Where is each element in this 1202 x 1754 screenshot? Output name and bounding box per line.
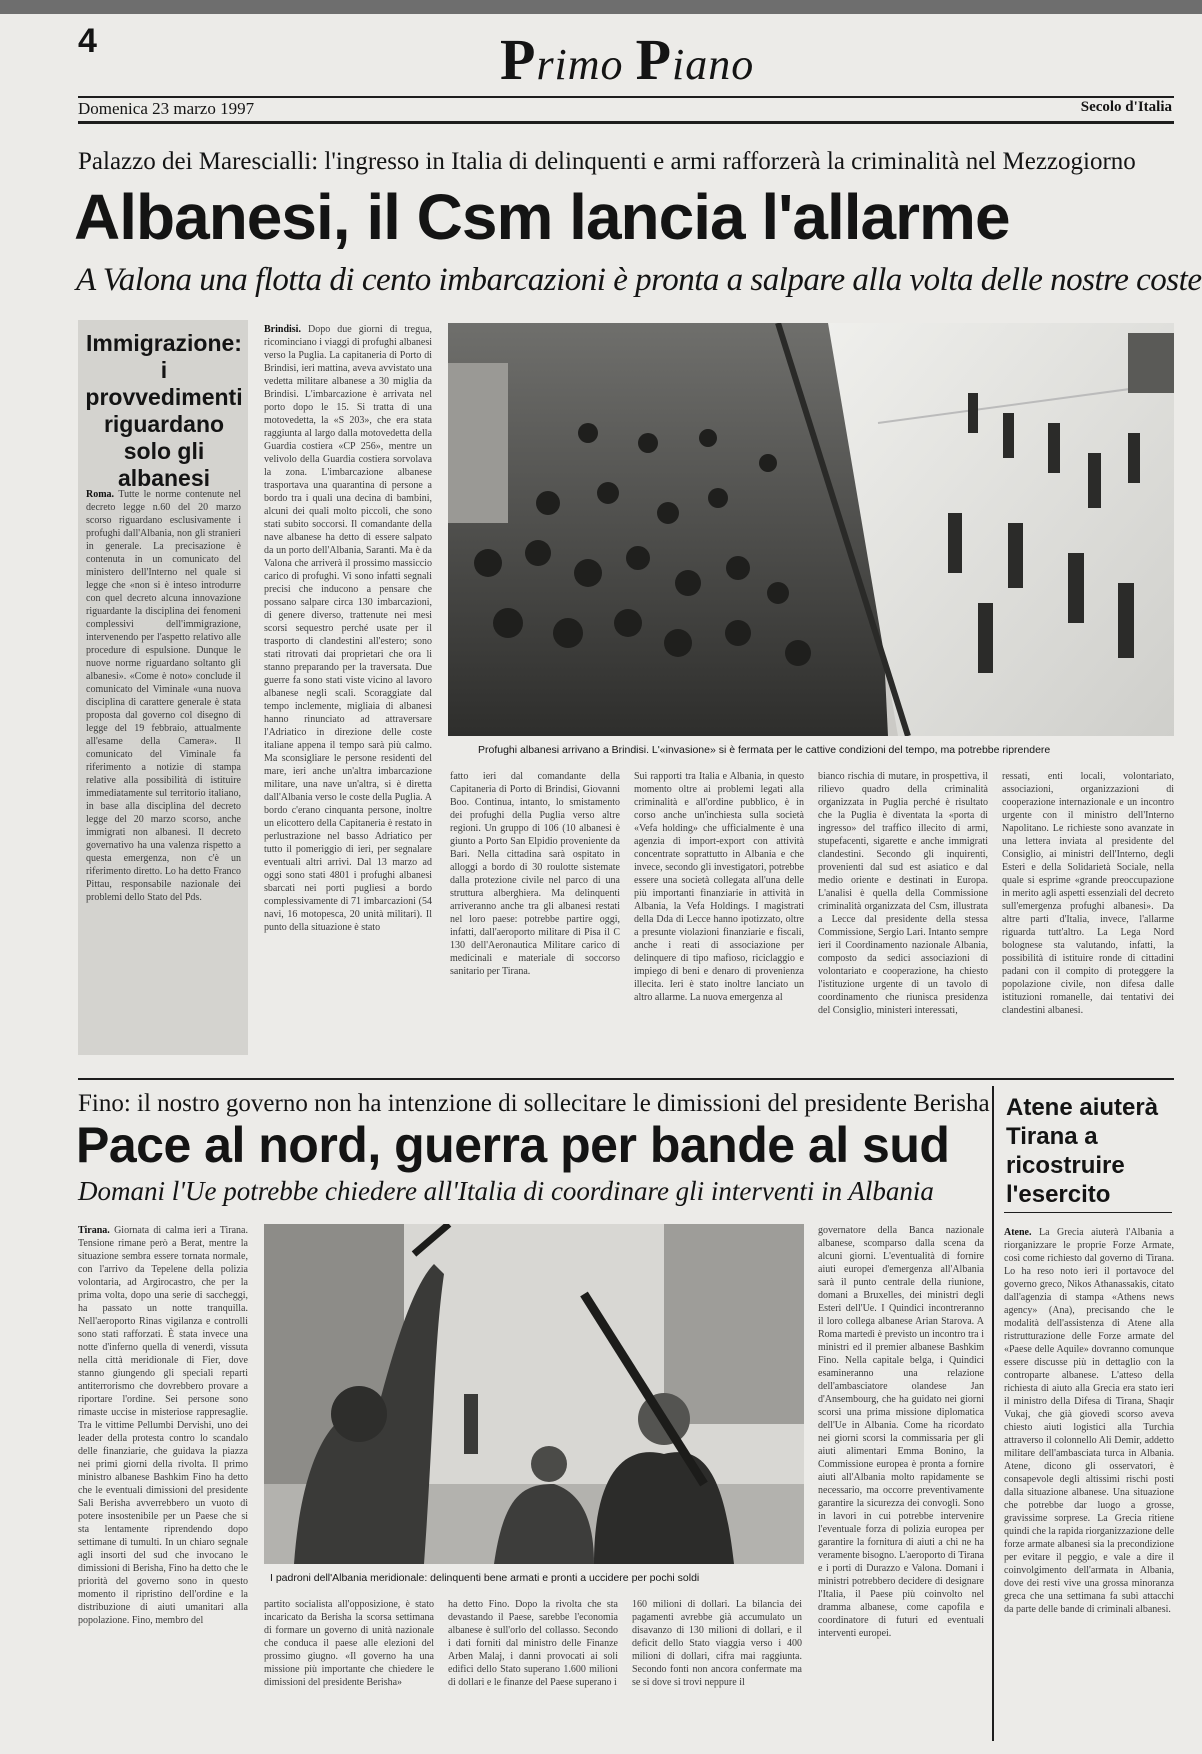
- story-separator: [78, 1078, 1174, 1080]
- athens-body: La Grecia aiuterà l'Albania a riorganizzare le proprie Forze Armate, così come richiesto dal governo di Tirana. Lo ha reso noto ieri il portavoce del governo greco, Nikos Athanassakis, citato dall'agenzia di stampa «Athens news agency» (Ana), precisando che le modalità dell'assistenza di Atene alla ristrutturazione delle Forze armate del «Paese delle Aquile» dovranno comunque essere discusse più in dettaglio con la controparte albanese. L'atteso della richiesta di aiuto alla Grecia era stato ieri il ministro della Difesa di Tirana, Shaqir Vukaj, che già giovedì scorso aveva chiesto aiuti logistici alla Turchia attraverso il colonnello Ali Demir, addetto militare dell'ambasciata turca in Albania. Atene, dicono gli osservatori, è consapevole degli altissimi rischi posti dalla situazione albanese. Una situazione che potrebbe dar luogo a grosse, gravissime sorprese. La Grecia ritiene quindi che la rapida riorganizzazione delle forze armate albanesi sia la precondizione per evitare il peggio, e vale a dire il coinvolgimento dell'armata in Albania, dove dei resti vive una grossa minoranza greca che una settimana fa subì attacchi da parte delle bande di criminali albanesi.: [1004, 1227, 1174, 1615]
- masthead-rule-bottom: [78, 121, 1174, 124]
- second-text-column-4: 160 milioni di dollari. La bilancia dei pagamenti avrebbe già accumulato un disavanzo di 130 milioni di dollari, e il deficit dello Stato viaggia verso i 400 milioni di dollari, cifra mai raggiunta. Secondo fonti non ancora confermate ma se si dove si trovi neppure il: [632, 1599, 802, 1688]
- main-body-1: Dopo due giorni di tregua, ricominciano i viaggi di profughi albanesi verso la Puglia. La capitaneria di Porto di Brindisi, ieri mattina, aveva avvistato una vedetta militare albanese a 30 miglia da Brindisi. L'imbarcazione è arrivata nel porto dopo le 15. Si tratta di una motovedetta, la «S 203», che era stata raggiunta al largo dalla motovedetta della Guardia costiera «CP 256», mentre un velivolo della Guardia costiera sorvolava la zona. L'imbarcazione albanese trasportava una quarantina di persone a bordo tra i quali una decina di bambini, alcuni dei quali molto piccoli, che sono stati subito soccorsi. Il comandante della nave albanese ha detto di essere salpato da un porto dell'Albania, Saranti. Ma è da Valona che arriverà il prossimo massiccio carico di profughi. Vi sono infatti segnali precisi che inducono a pensare che possano salpare circa 130 imbarcazioni, di genere diverso, trattenute nei mesi scorsi sequestro perché usate per il trasporto di clandestini all'estero; sono stati ritrovati dai proprietari che ora li stanno preparando per la traversata. Due guerre fa sono stati viste vicino al lavoro albanese negli scali.: [264, 324, 432, 699]
- masthead-rule-top: [78, 96, 1174, 98]
- main-dateline: Brindisi.: [264, 324, 301, 335]
- athens-sidebar-title: Atene aiuterà Tirana a ricostruire l'esercito: [1006, 1094, 1159, 1208]
- immigration-sidebar-text: [86, 488, 241, 1048]
- newspaper-name: Secolo d'Italia: [1080, 99, 1172, 115]
- page-top-edge: [0, 0, 1202, 14]
- main-deck: A Valona una flotta di cento imbarcazioni è pronta a salpare alla volta delle nostre coste: [76, 262, 1202, 298]
- second-photo-caption: I padroni dell'Albania meridionale: delinquenti bene armati e pronti a uccidere per pochi soldi: [270, 1572, 700, 1584]
- section-word-2: iano: [672, 40, 755, 89]
- main-photo-caption: Profughi albanesi arrivano a Brindisi. L'«invasione» si è fermata per le cattive condizioni del tempo, ma potrebbe riprendere: [478, 744, 1051, 756]
- immigration-dateline: Roma.: [86, 489, 115, 500]
- immigration-sidebar-title: Immigrazione: i provvedimenti riguardano solo gli albanesi: [85, 330, 243, 491]
- refugees-photo-illustration: [448, 323, 1174, 736]
- main-headline: Albanesi, il Csm lancia l'allarme: [74, 181, 1010, 253]
- main-body-2: Scoraggiate dal tempo inclemente, migliaia di albanesi hanno rinunciato ad attraversare l'Adriatico in direzione delle coste italiane appena il tempo sarà più calmo. Ma sconsigliare le persone residenti del mare, ieri anche un'altra imbarcazione militare, una nave un'altra, si è diretta dall'Albania verso le coste della Puglia. A bordo c'erano cinquanta persone, inoltre un elicottero della Capitaneria è restato in perlustrazione nel basso Adriatico per tutto il pomeriggio di ieri, per segnalare eventuali altri arrivi. Dal 13 marzo ad oggi sono stati 4801 i profughi albanesi sbarcati nei porti pugliesi a bordo complessivamente di 71 imbarcazioni (54 navi, 16 motopesca, 20 unità militari). Il punto della situazione è stato: [264, 688, 432, 933]
- second-dateline: Tirana.: [78, 1225, 110, 1236]
- second-text-column-3: ha detto Fino. Dopo la rivolta che sta devastando il Paese, sarebbe l'economia albanese è sull'orlo del collasso. Secondo i dati forniti dal ministro delle Finanze Arben Malaj, i danni provocati ai soli edifici dello Stato superano 1.600 milioni di dollari e le finanze del Paese superano i: [448, 1599, 618, 1688]
- immigration-body: Tutte le norme contenute nel decreto legge n.60 del 20 marzo scorso riguardano esclusivamente i profughi dall'Albania, non gli stranieri in generale. La precisazione è contenuta in un comunicato del ministero dell'Interno nel quale si legge che «non si è inteso introdurre con quel decreto alcuna innovazione riguardante la disciplina dei fenomeni complessivi dell'immigrazione, intervenendo per l'aspetto relativo alle procedure di espulsione. Dunque le nuove norme riguardano soltanto gli albanesi». «Come è noto» conclude il comunicato del Viminale «una nuova disciplina di carattere generale è stata proposta dal governo col disegno di legge del 19 febbraio, attualmente all'esame della Camera». Il comunicato del Viminale fa riferimento a notizie di stampa relative alla possibilità di istituire immediatamente sul territorio italiano, in base alla disciplina del decreto legge del 20 marzo scorso, anche immigrati non albanesi. Il decreto governativo ha una valenza rispetto a questa emergenza, non c'è un riferimento diretto. Lo ha detto Franco Pittau, responsabile nazionale dei problemi dello Stato del Pds.: [86, 489, 241, 903]
- main-text-column-4: Sui rapporti tra Italia e Albania, in questo momento oltre ai problemi legati alla criminalità e all'ordine pubblico, è in corso anche un'inchiesta sulla società «Vefa holding» che ufficialmente è una agenzia di import-export con attività concentrate soprattutto in Albania e che invece, secondo gli investigatori, potrebbe essere una società collegata all'una delle più importanti finanziarie in attività in Albania, la Vefa Holdings. I magistrati della Dda di Lecce hanno ipotizzato, oltre a presunte violazioni finanziarie e fiscali, anche i reati di associazione per delinquere di tipo mafioso, riciclaggio e impiego di beni e denaro di provenienza illecita. Ieri è stato inoltre lanciato un altro allarme. La nuova emergenza al: [634, 771, 804, 1003]
- section-initial-1: P: [500, 27, 537, 92]
- second-photo: [264, 1224, 804, 1564]
- athens-dateline: Atene.: [1004, 1227, 1032, 1238]
- second-text-column-2: partito socialista all'opposizione, è stato incaricato da Berisha la scorsa settimana di formare un governo di unità nazionale che conduca il paese alle elezioni del prossimo giugno. «Il governo ha una missione più importante che chiedere le dimissioni del presidente Berisha»: [264, 1599, 434, 1688]
- second-headline: Pace al nord, guerra per bande al sud: [76, 1117, 950, 1173]
- section-word-1: rimo: [536, 40, 636, 89]
- second-kicker: Fino: il nostro governo non ha intenzione di sollecitare le dimissioni del presidente Berisha: [78, 1090, 990, 1117]
- second-text-column-5: governatore della Banca nazionale albanese, scomparso dalla scena da alcuni giorni. L'eventualità di fornire aiuti europei d'emergenza all'Albania sarà il punto centrale della riunione, domani a Bruxelles, dei ministri degli Esteri dell'Ue. I Quindici incontreranno il loro collega albanese Arian Starova. A Roma martedì è previsto un incontro tra i ministri ed il premier albanese Bashkim Fino. Nella capitale belga, i Quindici esamineranno una relazione dell'ambasciatore olandese Jan d'Ansembourg, che ha guidato nei giorni scorsi una prima missione diplomatica dell'Ue in Albania. Come ha ricordato nei giorni scorsi la commissaria per gli aiuti alimentari Emma Bonino, la Commissione europea è pronta a fornire aiuti all'Albania molto rapidamente se necessario, ma occorre preventivamente garantire la sicurezza dei convogli. Sono in lavori in cui potrebbe intervenire l'eventuale forza di polizia europea per garantire la fornitura di aiuti a chi ne ha veramente bisogno. L'aeroporto di Tirana e i porti di Durazzo e Valona. Domani i ministri potrebbero decidere di designare l'Italia, il Paese più coinvolto nel dramma albanese, come capofila e coordinatore di futuri ed eventuali interventi europei.: [818, 1225, 984, 1639]
- main-text-column-5: bianco rischia di mutare, in prospettiva, il rilievo quadro della criminalità organizzata in Puglia perché è risultato che la Puglia è diventata la «porta di ingresso» del traffico illecito di armi, stupefacenti, sigarette e anche immigrati clandestini. Secondo gli inquirenti, provenienti dal sud est asiatico e dal medio oriente e destinati in Europa. L'analisi è quella della Commissione criminalità organizzata del Csm, illustrata a Lecce dal presidente della stessa Commissione, Sergio Lari. Intanto sempre ieri il Coordinamento nazionale Albania, composto da sedici associazioni di volontariato e cooperazione, ha chiesto l'istituzione urgente di un tavolo di coordinamento che riunisca presidenza del Consiglio, ministeri interessati,: [818, 771, 988, 1016]
- second-body-1: Giornata di calma ieri a Tirana. Tensione rimane però a Berat, mentre la situazione sembra essere tornata normale, con l'arrivo da Tepelene della polizia volontaria, ad Argirocastro, che per la prima volta, dopo una serie di saccheggi, ha passato un notte tranquilla. Nell'aeroporto Rinas vigilanza e controlli sono stati rafforzati. È stata invece una notte d'inferno quella di venerdì, vissuta nella città meridionale di Fier, dove stanno giungendo gli speciali reparti antiterrorismo che dovrebbero provare a riportare l'ordine. Sei persone sono rimaste uccise in misteriose rappresaglie. Tra le vittime Pellumbi Dervishi, uno dei leader della protesta contro lo scandalo delle finanziarie, che guidava la piazza nei primi giorni della rivolta. Il primo ministro albanese Bashkim Fino ha detto che le eventuali dimissioni del presidente Sali Berisha avverrebbero un vuoto di potere insostenibile per un Paese che si sta lentamente riprendendo dopo settimane di tumulti. In un chiaro segnale agli insorti del sud che invocano le dimissioni di Berisha, Fino ha detto che le priorità del governo sono in questo momento il ripristino dell'ordine e la distribuzione di aiuti umanitari alla popolazione. Fino, membro del: [78, 1225, 248, 1626]
- section-title: [500, 26, 760, 93]
- main-kicker: Palazzo dei Marescialli: l'ingresso in Italia di delinquenti e armi rafforzerà la criminalità nel Mezzogiorno: [78, 148, 1136, 175]
- main-text-column-1: [264, 323, 432, 1058]
- athens-sidebar-text: [1004, 1226, 1174, 1741]
- main-photo: [448, 323, 1174, 736]
- issue-date: Domenica 23 marzo 1997: [78, 99, 255, 118]
- section-initial-2: P: [635, 27, 672, 92]
- second-deck: Domani l'Ue potrebbe chiedere all'Italia di coordinare gli interventi in Albania: [78, 1176, 934, 1206]
- athens-title-rule: [1004, 1212, 1172, 1213]
- sidebar-vertical-rule: [992, 1086, 994, 1741]
- main-text-column-3: fatto ieri dal comandante della Capitaneria di Porto di Brindisi, Giovanni Boo. Continua, intanto, lo smistamento dei profughi della Puglia verso altre regioni. Un gruppo di 106 (10 albanesi è giunto a Porto San Elpidio proveniente da Bari. Nella cittadina sarà ospitato in alloggi a bordo di 30 roulotte sistemate dalla protezione civile nel parco di una struttura alberghiera. Ma delinquenti arriveranno anche tra gli albanesi restati nel loro paese: potrebbe partire oggi, infatti, dall'aeroporto militare di Pisa il C 130 dell'Aeronautica Militare carico di medicinali e materiale di soccorso sanitario per Tirana.: [450, 771, 620, 977]
- main-text-column-6: ressati, enti locali, volontariato, associazioni, organizzazioni di cooperazione internazionale e un incontro urgente con il ministro dell'Interno Napolitano. Le richieste sono avanzate in una lettera inviata al presidente del Consiglio, ai ministri dell'Interno, degli Esteri e della Solidarietà Sociale, nella quale si esprime «grande preoccupazione in merito agli aspetti essenziali del decreto sull'emergenza profughi albanesi». Da altre parti d'Italia, invece, l'allarme riguarda tutt'altro. La Lega Nord bolognese sta valutando, infatti, la possibilità di istituire ronde di cittadini padani con il compito di proteggere la popolazione civile, non difesa dalle istituzioni romanelle, dai tentativi dei clandestini albanesi.: [1002, 771, 1174, 1016]
- second-text-column-1: [78, 1224, 248, 1741]
- armed-men-photo-illustration: [264, 1224, 804, 1564]
- page-number: 4: [78, 22, 97, 60]
